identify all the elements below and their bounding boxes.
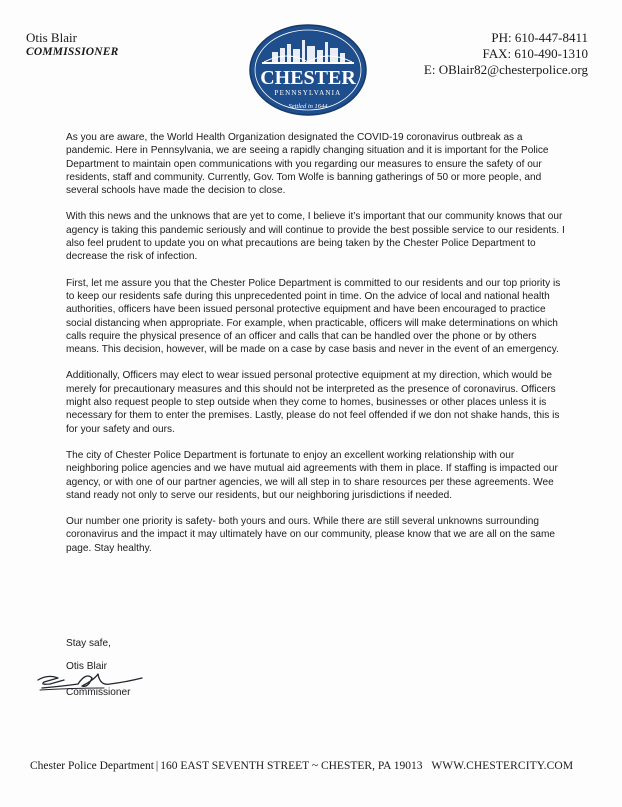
signature-name: Otis Blair (66, 661, 107, 672)
phone-number: PH: 610-447-8411 (491, 30, 588, 45)
sender-name: Otis Blair (26, 30, 77, 45)
fax-number: FAX: 610-490-1310 (482, 46, 588, 61)
sender-title: COMMISSIONER (26, 46, 119, 58)
paragraph-5: The city of Chester Police Department is fortunate to enjoy an excellent working relationship with our neighboring police agencies and we have mutual aid agreements with them in place. If staffing is impacted our agency, or with one of our partner agencies, we will all step in to share resources per these agreements. Wee stand ready not only to serve our residents, but our neighboring jurisdictions if needed. (66, 449, 558, 501)
footer-address: 160 EAST SEVENTH STREET ~ CHESTER, PA 19013 (160, 760, 423, 772)
signature-title: Commissioner (66, 687, 131, 698)
paragraph-2: With this news and the unknows that are yet to come, I believe it’s important that our community knows that our agency is taking this pandemic seriously and will continue to provide the best possible service to our residents. I also feel prudent to update you on what precautions are being taken by the Chester Police Department to decrease the risk of infection. (66, 211, 565, 263)
seal-state-name: PENNSYLVANIA (274, 89, 342, 97)
paragraph-4: Additionally, Officers may elect to wear issued personal protective equipment at my direction, which would be merely for precautionary measures and this should not be interpreted as the presence of coronavirus. Officers might also request people to step outside when they come to homes, businesses or other places unless it is necessary for them to enter the premises. Lastly, please do not feel offended if we don not shake hands, this is for your safety and ours. (66, 370, 560, 435)
letterhead-footer (30, 760, 590, 772)
email-address: E: OBlair82@chesterpolice.org (423, 62, 588, 77)
footer-separator: | (155, 760, 159, 772)
sender-block (26, 30, 119, 60)
paragraph-6: Our number one priority is safety- both yours and ours. While there are still several unknowns surrounding coronavirus and the impact it may ultimately have on our community, please know that we are all on the same page. Stay healthy. (66, 516, 556, 554)
paragraph-3: First, let me assure you that the Chester Police Department is committed to our residents and our top priority is to keep our residents safe during this unprecedented point in time. On the advice of local and national health authorities, officers have been issued personal protective equipment and have been encouraged to practice social distancing when appropriate. For example, when practicable, officers will make determinations on which calls require the physical presence of an officer and calls that can be handled over the phone or by others means. This decision, however, will be made on a case by case basis and never in the event of an emergency. (66, 277, 561, 356)
closing-line: Stay safe, (66, 638, 111, 649)
city-seal-logo (248, 22, 368, 118)
footer-website: WWW.CHESTERCITY.COM (431, 760, 574, 772)
seal-settled-text: Settled in 1644 (288, 103, 328, 110)
contact-block (424, 30, 588, 78)
footer-department: Chester Police Department (30, 760, 154, 772)
letter-body (66, 131, 566, 568)
paragraph-1: As you are aware, the World Health Organization designated the COVID-19 coronavirus outbreak as a pandemic. Here in Pennsylvania, we are seeing a rapidly changing situation and it is important for the Police Department to maintain open communications with you regarding our measures to ensure the safety of our residents, staff and community. Currently, Gov. Tom Wolfe is banning gatherings of 50 or more people, and several schools have made the decision to close. (66, 132, 549, 197)
seal-city-name: CHESTER (260, 67, 356, 89)
